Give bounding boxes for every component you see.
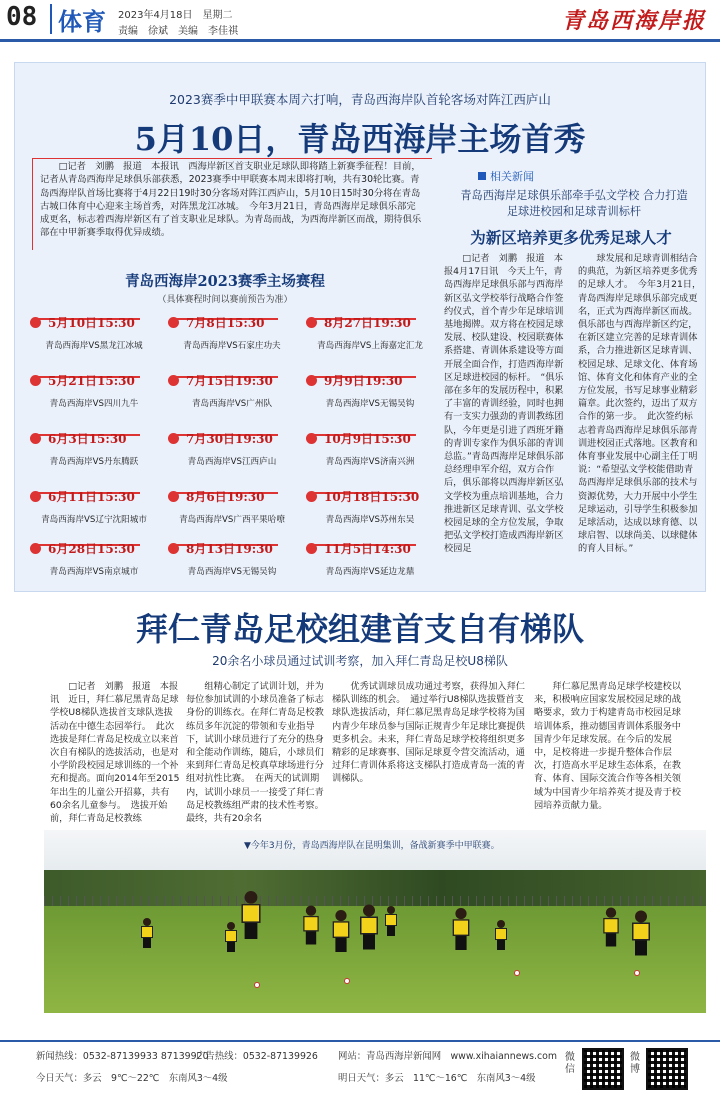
match-date: 6月11日15:30 [48,490,135,504]
second-article-column-2: 组精心制定了试训计划，并为每位参加试训的小球员准备了标志身份的训练衣。在拜仁青岛足校教练员多年沉淀的带领和专业指导下，试训小球员进行了充分的热身和全能动作训练，随后，小球员们来到拜仁青岛足校真草球场进行分组对抗性比赛。 在两天的试训期内，试训小球员一一接受了拜仁青岛足校教练组严肃的技术性考察。最终，共有20余名 [186,681,324,825]
news-hotline: 新闻热线：0532-87139933 87139920 [36,1051,209,1062]
match-item [168,312,294,358]
schedule-title: 青岛西海岸2023赛季主场赛程 [125,273,325,290]
issue-date: 2023年4月18日 星期二 [118,10,233,21]
player-figure [494,920,508,950]
player-figure [384,906,398,936]
page-number: 08 [6,2,38,32]
editor-credits: 责编 徐斌 美编 李佳祺 [118,26,238,37]
match-teams: 青岛西海岸VS江西庐山 [187,457,277,467]
match-date: 10月9日15:30 [324,432,411,446]
related-news-headline: 为新区培养更多优秀足球人才 [470,228,672,247]
player-figure [140,918,154,948]
website: 网站：青岛西海岸新闻网 www.xihaiannews.com [338,1051,558,1062]
match-teams: 青岛西海岸VS延边龙鼎 [325,567,415,577]
match-date: 11月5日14:30 [324,542,411,556]
second-article-column-3: 优秀试训球员成功通过考察，获得加入拜仁梯队训练的机会。 通过举行U8梯队选拔暨首支球队选拔活动，拜仁慕尼黑青岛足球学校将为国内青少年球员参与国际正规青少年足球比赛提供更多机会。未来，拜仁青岛足球学校将组织更多精彩的足球赛事、国际足球夏令营交流活动，通过拜仁青训体系将这支梯队打造成青岛一流的青训梯队。 [332,681,525,785]
match-date: 10月18日15:30 [324,490,420,504]
match-date: 5月21日15:30 [48,374,135,388]
masthead-divider [50,4,52,34]
top-article-headline: 5月10日，青岛西海岸主场首秀 [134,120,586,158]
weibo-qr-code[interactable] [646,1048,688,1090]
wechat-label: 微信 [565,1052,575,1075]
match-teams: 青岛西海岸VS石家庄功夫 [183,341,281,351]
match-item [306,538,432,584]
second-article-column-4: 拜仁慕尼黑青岛足球学校建校以来，积极响应国家发展校园足球的战略要求，致力于构建青岛市校园足球培训体系，推动德国青训体系服务中国青少年足球发展。在今后的发展中，足校将进一步提升整体合作层次，打造高水平足球生态体系，在教育、体育、国际交流合作等各相关领域为中国青少年培养英才提及青于校园培养贡献力量。 [534,681,682,811]
match-teams: 青岛西海岸VS四川九牛 [49,399,139,409]
match-item [30,312,156,358]
football [634,970,640,976]
match-teams: 青岛西海岸VS济南兴洲 [325,457,415,467]
match-item [30,428,156,474]
second-article-deck: 20余名小球员通过试训考察，加入拜仁青岛足校U8梯队 [212,654,508,668]
player-figure [240,891,262,939]
second-article-headline: 拜仁青岛足校组建首支自有梯队 [135,610,584,648]
weather-today: 今日天气：多云 9℃～22℃ 东南风3～4级 [36,1073,228,1084]
player-figure [224,922,238,952]
match-date: 9月9日19:30 [324,374,403,388]
match-item [30,370,156,416]
match-item [306,486,432,532]
section-title: 体育 [58,8,106,36]
match-date: 7月15日19:30 [186,374,273,388]
top-article-lead: □记者 刘鹏 报道 本报讯 西海岸新区首支职业足球队即将踏上新赛季征程！目前，记者从青岛西海岸足球俱乐部获悉，2023赛季中甲联赛本周末即将打响，共有30轮比赛。青岛西海岸队首场比赛将于4月22日19时30分客场对阵江西庐山，5月10日15时30分将在青岛古城口体育中心迎来主场首秀，对阵黑龙江冰城。 今年3月21日，青岛西海岸足球俱乐部完成更名，标志着西海岸新区有了首支职业足球队。为青岛而战，为西海岸新区而战，期待俱乐部在中甲新赛季取得优异成绩。 [40,161,422,239]
match-teams: 青岛西海岸VS无锡吴钩 [325,399,415,409]
training-photo [44,830,706,1013]
square-icon [478,172,486,180]
match-item [306,312,432,358]
second-article-column-1: □记者 刘鹏 报道 本报讯 近日，拜仁慕尼黑青岛足球学校U8梯队选拔首支球队选拔活动在中德生态园举行。 此次选拔是拜仁青岛足校成立以来首次自有梯队的选拔活动，也是对小学阶段校园足球训练的一个补充和提高。面向2014年至2015年出生的儿童公开招募，共有60余名儿童参与。 选拔开始前，拜仁青岛足校教练 [50,681,180,825]
newspaper-logo: 青岛西海岸报 [561,8,706,34]
match-teams: 青岛西海岸VS丹东腾跃 [49,457,139,467]
match-item [168,486,294,532]
masthead [0,0,720,42]
player-figure [602,908,620,947]
match-date: 5月10日15:30 [48,316,135,330]
football [514,970,520,976]
match-item [306,428,432,474]
top-article-subhead: 2023赛季中甲联赛本周六打响，青岛西海岸队首轮客场对阵江西庐山 [169,92,551,107]
footer [0,1040,720,1095]
match-date: 8月13日19:30 [186,542,273,556]
match-teams: 青岛西海岸VS上海嘉定汇龙 [317,341,423,351]
match-teams: 青岛西海岸VS黑龙江冰城 [45,341,143,351]
match-teams: 青岛西海岸VS辽宁沈阳城市 [41,515,147,525]
match-date: 7月8日15:30 [186,316,265,330]
match-item [30,486,156,532]
match-teams: 青岛西海岸VS南京城市 [49,567,139,577]
related-news-deck: 青岛西海岸足球俱乐部牵手弘文学校 合力打造足球进校园和足球青训标杆 [460,189,688,218]
match-teams: 青岛西海岸VS苏州东吴 [325,515,415,525]
match-item [168,538,294,584]
match-date: 7月30日19:30 [186,432,273,446]
player-figure [359,905,380,950]
player-figure [631,911,652,956]
match-item [168,428,294,474]
player-figure [451,908,471,950]
schedule-note: （具体赛程时间以赛前预告为准） [157,295,293,305]
photo-caption: ▼今年3月份，青岛西海岸队在昆明集训，备战新赛季中甲联赛。 [244,841,500,851]
match-item [168,370,294,416]
wechat-qr-code[interactable] [582,1048,624,1090]
player-figure [331,910,351,952]
match-teams: 青岛西海岸VS无锡吴钩 [187,567,277,577]
match-date: 8月27日19:30 [324,316,411,330]
match-teams: 青岛西海岸VS广西平果哈嘹 [179,515,285,525]
match-date: 6月3日15:30 [48,432,127,446]
match-teams: 青岛西海岸VS广州队 [191,399,273,409]
football [254,982,260,988]
related-news-column-2: 球发展和足球青训相结合的典范，为新区培养更多优秀的足球人才。 今年3月21日，青岛西海岸足球俱乐部完成更名，正式为西海岸新区而战。俱乐部也与西海岸新区约定，在新区建立完善的足球青训体系，合力推进新区足球青训、校园足球、足球文化、体育场馆、体育文化和体育产业的全方位发展，书写足球事业精彩篇章。此次签约，迈出了双方合作的第一步。 此次签约标志着青岛西海岸足球俱乐部青训进校园正式落地。区教育和体育事业发展中心副主任丁明说：“希望弘文学校能借助青岛西海岸足球俱乐部的技术与资源优势，大力开展中小学生足球运动，引导学生积极参加足球活动，达成以球育德、以球启智、以球尚美、以球健体的育人目标。” [578,253,702,555]
match-item [306,370,432,416]
match-item [30,538,156,584]
ad-hotline: 广告热线：0532-87139926 [196,1051,318,1062]
weibo-label: 微博 [630,1052,640,1075]
weather-tomorrow: 明日天气：多云 11℃～16℃ 东南风3～4级 [338,1073,536,1084]
player-figure [302,906,320,945]
match-date: 8月6日19:30 [186,490,265,504]
football [344,978,350,984]
related-news-label: 相关新闻 [478,168,698,182]
related-news-column-1: □记者 刘鹏 报道 本报4月17日讯 今天上午，青岛西海岸足球俱乐部与西海岸新区弘文学校举行战略合作签约仪式，首个青少年足球培训基地揭牌。双方将在校园足球发展、校队建设、校园联赛体系搭建、青训体系建设等方面开展全面合作，打造西海岸新区足球进校园的标杆。 “俱乐部在多年的发展历程中，积累了丰富的青训经验，同时也拥有一支实力强劲的青训教练团队，今年更是引进了西班牙籍的青训专家作为俱乐部的青训总监。”青岛西海岸足球俱乐部总经理申军介绍，双方合作后，俱乐部将以西海岸新区弘文学校为重点培训基地，合力推进新区足球青训、弘文学校校园足球的全方位发展，争取把弘文学校打造成西海岸新区校园足 [444,253,564,555]
match-date: 6月28日15:30 [48,542,135,556]
